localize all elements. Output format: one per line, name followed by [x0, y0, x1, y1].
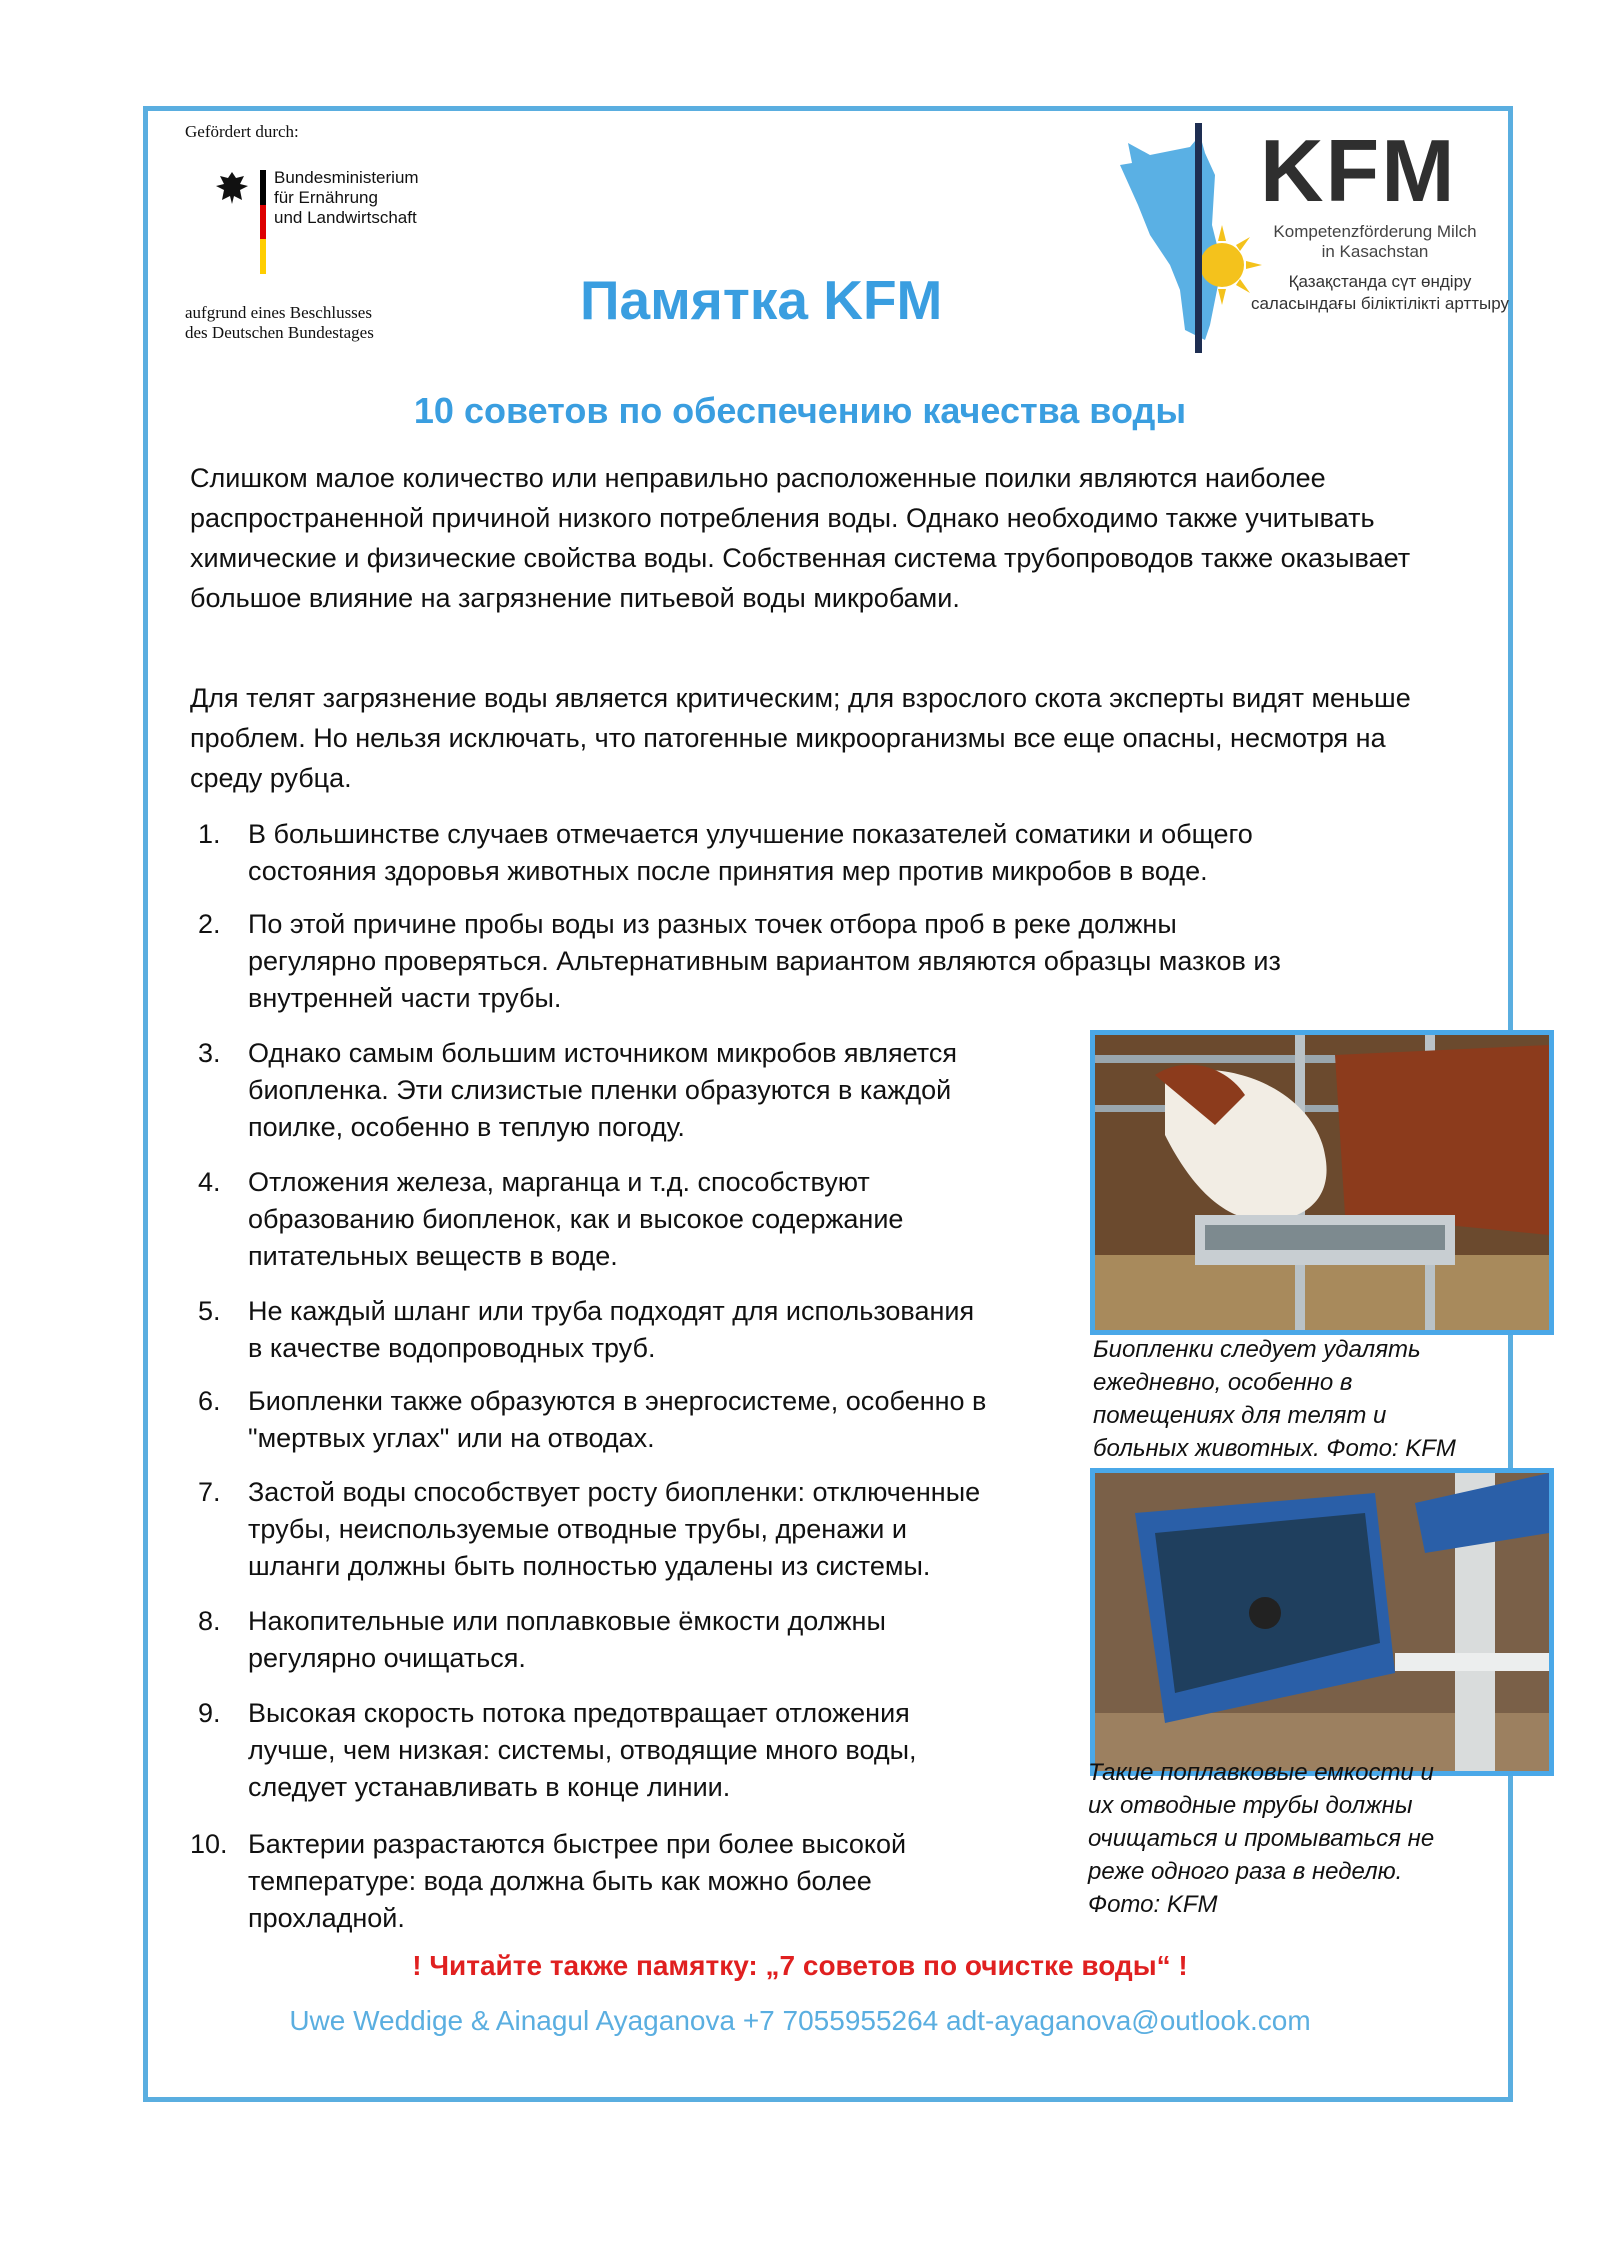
intro-paragraph-1: Слишком малое количество или неправильно расположенные поилки являются наиболее распространенной причиной низкого потребления воды. Однако необходимо также учитывать химические и физические свойства воды. Собственная система трубопроводов также оказывает большое влияние на загрязнение питьевой воды микробами.	[190, 463, 1411, 613]
funded-by-label: Gefördert durch:	[185, 122, 299, 141]
german-flag-stripe	[260, 170, 266, 274]
photo-caption-2: Такие поплавковые емкости и их отводные трубы должны очищаться и промываться не реже одного раза в неделю. Фото: KFM	[1088, 1759, 1435, 1918]
list-item: 1. В большинстве случаев отмечается улучшение показателей соматики и общего состояния здоровья животных после принятия мер против микробов в воде.	[198, 819, 1253, 886]
page-subtitle: 10 советов по обеспечению качества воды	[413, 390, 1187, 431]
list-item: 9. Высокая скорость потока предотвращает отложения лучше, чем низкая: системы, отводящие много воды, следует устанавливать в конце линии.	[198, 1698, 917, 1802]
page-title: Памятка KFM	[580, 269, 943, 331]
intro-paragraph-2: Для телят загрязнение воды является критическим; для взрослого скота эксперты видят меньше проблем. Но нельзя исключать, что патогенные микроорганизмы все еще опасны, несмотря на среду рубца.	[190, 683, 1411, 793]
kfm-logo-kazakh: Қазақстанда сүт өндіру саласындағы біліктілікті арттыру	[1250, 272, 1510, 313]
list-item: 5. Не каждый шланг или труба подходят для использования в качестве водопроводных труб.	[198, 1296, 975, 1363]
read-also-note: ! Читайте также памятку: „7 советов по очистке воды“ !	[412, 1950, 1188, 1981]
list-item: 6. Биопленки также образуются в энергосистеме, особенно в "мертвых углах" или на отводах.	[198, 1386, 987, 1453]
bundestag-note: aufgrund eines Beschlusses des Deutschen Bundestages	[185, 303, 374, 342]
ministry-name: Bundesministerium für Ernährung und Landwirtschaft	[274, 168, 419, 227]
list-item: 3. Однако самым большим источником микробов является биопленка. Эти слизистые пленки образуются в каждой поилке, особенно в теплую погоду.	[198, 1038, 957, 1142]
kfm-logo-text: KFM	[1260, 121, 1457, 220]
cow-drinking-photo	[1090, 1030, 1554, 1335]
photo-caption-1: Биопленки следует удалять ежедневно, особенно в помещениях для телят и больных животных. Фото: KFM	[1093, 1336, 1456, 1462]
list-item: 10. Бактерии разрастаются быстрее при более высокой температуре: вода должна быть как можно более прохладной.	[190, 1829, 907, 1933]
kfm-logo-subtitle: Kompetenzförderung Milch in Kasachstan	[1273, 222, 1477, 261]
ministry-logo	[212, 168, 419, 274]
list-item: 7. Застой воды способствует росту биопленки: отключенные трубы, неиспользуемые отводные трубы, дренажи и шланги должны быть полностью удалены из системы.	[198, 1477, 981, 1581]
list-item: 8. Накопительные или поплавковые ёмкости должны регулярно очищаться.	[198, 1606, 886, 1673]
contact-line: Uwe Weddige & Ainagul Ayaganova +7 7055955264 adt-ayaganova@outlook.com	[289, 2005, 1311, 2036]
list-item: 2. По этой причине пробы воды из разных точек отбора проб в реке должны регулярно проверяться. Альтернативным вариантом являются образцы мазков из внутренней части трубы.	[198, 909, 1281, 1013]
float-tank-photo	[1090, 1468, 1554, 1776]
federal-eagle-icon	[212, 168, 252, 208]
list-item: 4. Отложения железа, марганца и т.д. способствуют образованию биопленок, как и высокое содержание питательных веществ в воде.	[198, 1167, 904, 1271]
